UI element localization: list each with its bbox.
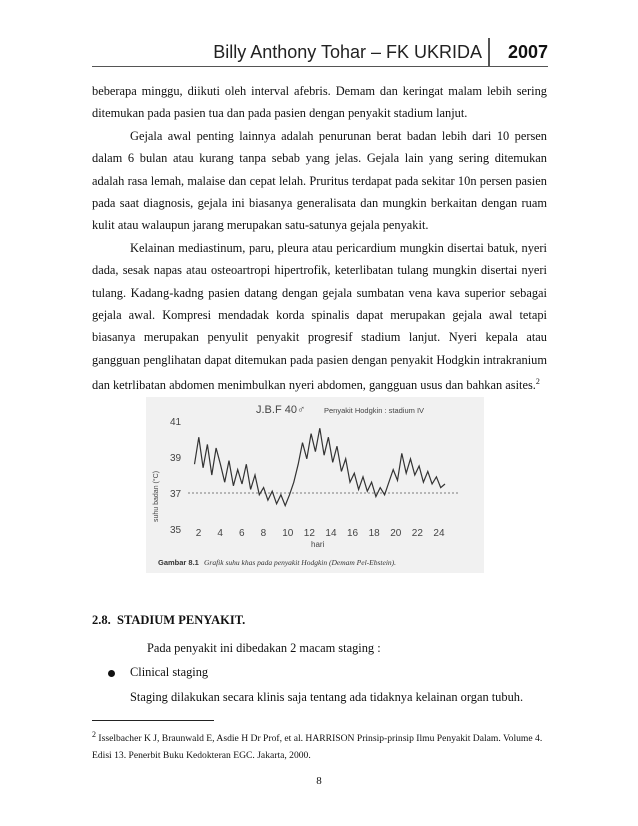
x-tick-label: 20 bbox=[390, 528, 402, 539]
x-tick-label: 2 bbox=[195, 528, 202, 539]
caption-text: Grafik suhu khas pada penyakit Hodgkin (Demam Pel-Ebstein). bbox=[204, 558, 397, 567]
page-number: 8 bbox=[316, 775, 322, 787]
paragraph-1: beberapa minggu, diikuti oleh interval afebris. Demam dan keringat malam lebih sering ditemukan pada pasien tua dan pada pasien dengan penyakit stadium lanjut. bbox=[92, 84, 547, 121]
x-tick-label: 16 bbox=[347, 528, 359, 539]
footnote-rule bbox=[92, 720, 214, 721]
y-tick-label: 41 bbox=[170, 417, 182, 428]
paragraph-3-text: Kelainan mediastinum, paru, pleura atau pericardium mungkin disertai batuk, nyeri dada, sesak napas atau osteoartropi hipertrofik, keterlibatan tulang mungkin disertai nyeri tulang. Kadang-kadng pasien datang dengan gejala sumbatan vena kava superior sebagai gejala awal. Kompresi mendadak korda spinalis dapat merupakan gejala awal tetapi biasanya merupakan penyulit penyakit progresif stadium lanjut. Nyeri kepala atau gangguan penglihatan dapat ditemukan pada pasien dengan penyakit Hodgkin intrakranium dan ketrlibatan abdomen menimbulkan nyeri abdomen, gangguan usus dan bahkan asites. bbox=[92, 240, 547, 393]
y-axis-label: suhu badan (°C) bbox=[153, 470, 160, 522]
stage-label: Penyakit Hodgkin : stadium IV bbox=[324, 406, 425, 415]
fever-chart-figure bbox=[146, 397, 484, 573]
x-tick-label: 10 bbox=[282, 528, 294, 539]
bullet-icon bbox=[108, 670, 115, 677]
staging-description: Staging dilakukan secara klinis saja tentang ada tidaknya kelainan organ tubuh. bbox=[130, 690, 524, 704]
x-tick-label: 22 bbox=[411, 528, 423, 539]
body-text bbox=[92, 80, 547, 397]
x-tick-label: 4 bbox=[217, 528, 223, 539]
header-year: 2007 bbox=[488, 38, 548, 66]
bullet-text: Clinical staging bbox=[130, 665, 209, 679]
staging-intro: Pada penyakit ini dibedakan 2 macam staging : bbox=[147, 641, 381, 655]
bullet-item bbox=[108, 665, 208, 680]
patient-label: J.B.F 40♂ bbox=[256, 404, 306, 416]
footnote-text: Isselbacher K J, Braunwald E, Asdie H Dr Prof, et al. HARRISON Prinsip-prinsip Ilmu Penyakit Dalam. Volume 4. Edisi 13. Penerbit Buku Kedokteran EGC. Jakarta, 2000. bbox=[92, 733, 543, 762]
section-title: STADIUM PENYAKIT. bbox=[117, 613, 246, 627]
y-tick-label: 39 bbox=[170, 453, 182, 464]
x-tick-label: 24 bbox=[433, 528, 445, 539]
x-axis-label: hari bbox=[311, 540, 325, 549]
y-tick-label: 35 bbox=[170, 525, 182, 536]
x-tick-label: 12 bbox=[303, 528, 315, 539]
footnote-ref: 2 bbox=[535, 377, 540, 387]
x-tick-label: 18 bbox=[368, 528, 380, 539]
paragraph-3 bbox=[92, 237, 547, 397]
y-tick-label: 37 bbox=[170, 489, 182, 500]
x-tick-label: 6 bbox=[239, 528, 245, 539]
x-tick-label: 8 bbox=[260, 528, 267, 539]
caption-number: Gambar 8.1 bbox=[158, 558, 199, 567]
paragraph-2: Gejala awal penting lainnya adalah penurunan berat badan lebih dari 10 persen dalam 6 bulan atau kurang tanpa sebab yang jelas. Gejala lain yang sering ditemukan adalah rasa lemah, malaise dan cepat lelah. Pruritus terdapat pada sekitar 10n persen pasien pada saat diagnosis, gejala ini biasanya generalisata dan mungkin berkaitan dengan ruam kulit atau walaupun jarang merupakan satu-satunya gejala penyakit. bbox=[92, 128, 547, 233]
x-tick-label: 14 bbox=[325, 528, 337, 539]
section-heading bbox=[92, 613, 245, 628]
section-number: 2.8. bbox=[92, 613, 111, 627]
page-header bbox=[92, 36, 548, 67]
header-author: Billy Anthony Tohar – FK UKRIDA bbox=[213, 42, 482, 62]
footnote bbox=[92, 726, 547, 764]
footnote-marker: 2 bbox=[92, 730, 96, 739]
